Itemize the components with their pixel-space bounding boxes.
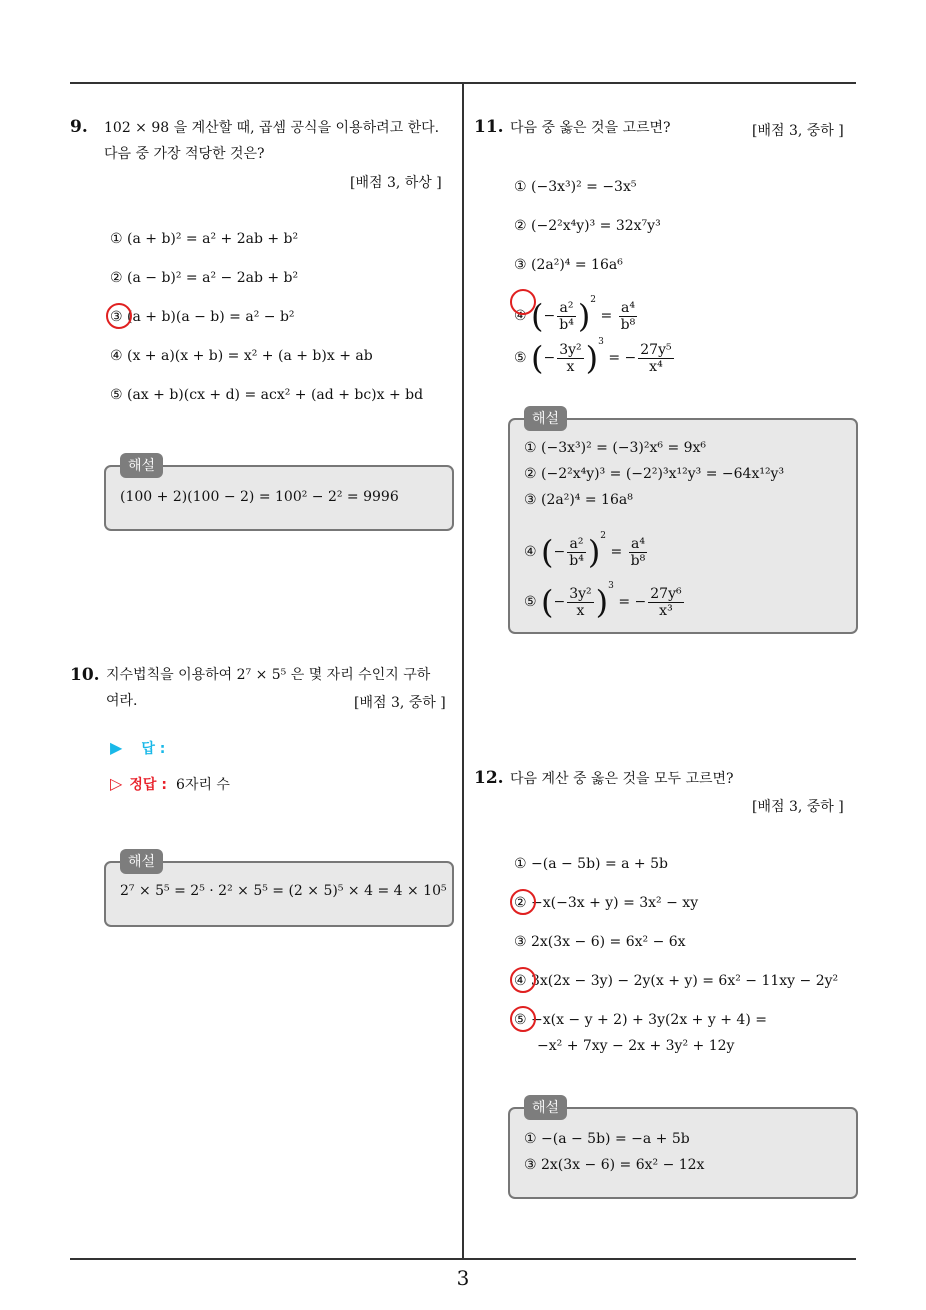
q11-opt5-num: 3y² — [559, 341, 582, 358]
q11-option-4-label: ④ — [514, 308, 527, 324]
play-arrow-icon: ▶ — [110, 738, 123, 757]
q11-sol4-exp: 2 — [600, 531, 607, 541]
q11-solution-box — [508, 418, 858, 634]
q11-opt5-sign: − — [543, 350, 556, 366]
outline-arrow-icon: ▷ — [110, 774, 123, 793]
q12-selected-mark-5 — [510, 1006, 536, 1032]
q11-selected-mark — [510, 289, 536, 315]
column-divider — [462, 82, 464, 1260]
q11-solution-line-2: ② (−2²x⁴y)³ = (−2²)³x¹²y³ = −64x¹²y³ — [524, 466, 785, 482]
q12-option-4[interactable]: ④ 3x(2x − 3y) − 2y(x + y) = 6x² − 11xy − 2y² — [514, 973, 839, 989]
q9-option-5[interactable]: ⑤ (ax + b)(cx + d) = acx² + (ad + bc)x + bd — [110, 387, 424, 403]
q12-score: [배점 3, 중하 ] — [752, 799, 844, 815]
q10-number: 10. — [70, 665, 100, 685]
left-paren: ( — [541, 583, 554, 621]
q11-sol5-num: 3y² — [569, 585, 592, 602]
q9-option-1[interactable]: ① (a + b)² = a² + 2ab + b² — [110, 231, 299, 247]
q9-score: [배점 3, 하상 ] — [350, 175, 442, 191]
q11-solution-line-3: ③ (2a²)⁴ = 16a⁸ — [524, 492, 633, 508]
q12-option-5[interactable]: ⑤ −x(x − y + 2) + 3y(2x + y + 4) = — [514, 1012, 767, 1028]
q9-solution-label: 해설 — [120, 453, 163, 478]
q12-solution-line-2: ③ 2x(3x − 6) = 6x² − 12x — [524, 1157, 705, 1173]
q11-option-5-label: ⑤ — [514, 350, 527, 366]
left-paren: ( — [531, 339, 544, 377]
q11-sol4-rhs-num: a⁴ — [629, 536, 648, 553]
q11-opt5-fraction — [557, 342, 583, 375]
q9-option-4[interactable]: ④ (x + a)(x + b) = x² + (a + b)x + ab — [110, 348, 373, 364]
q10-score: [배점 3, 중하 ] — [354, 695, 446, 711]
q11-opt5-den: x — [566, 358, 575, 375]
q10-correct-label: 정답 : — [129, 777, 167, 793]
q10-text-line1: 지수법칙을 이용하여 2⁷ × 5⁵ 은 몇 자리 수인지 구하 — [106, 667, 431, 683]
q11-opt5-rhs — [638, 342, 673, 375]
q11-sol4-rhs-den: b⁸ — [630, 552, 646, 569]
q12-number: 12. — [474, 768, 504, 788]
q11-opt4-eq: = — [600, 308, 617, 324]
q11-number: 11. — [474, 117, 504, 137]
q11-sol5-rhs-den: x³ — [659, 602, 673, 619]
q11-sol5-label: ⑤ — [524, 594, 537, 610]
q10-solution-text: 2⁷ × 5⁵ = 2⁵ · 2² × 5⁵ = (2 × 5)⁵ × 4 = 4 × 10⁵ — [120, 883, 447, 899]
q11-opt4-den: b⁴ — [559, 316, 574, 333]
q11-sol5-rhs-num: 27y⁶ — [650, 585, 682, 602]
q11-sol5-rhs — [648, 586, 683, 619]
q11-sol4-label: ④ — [524, 544, 537, 560]
q11-opt4-exp: 2 — [590, 295, 597, 305]
q9-solution-text: (100 + 2)(100 − 2) = 100² − 2² = 9996 — [120, 489, 399, 505]
page-number: 3 — [456, 1266, 470, 1290]
q12-solution-box — [508, 1107, 858, 1199]
q11-sol4-num: a² — [567, 536, 586, 553]
q11-opt5-eq: = − — [608, 350, 637, 366]
q12-option-5-continued: −x² + 7xy − 2x + 3y² + 12y — [537, 1038, 735, 1054]
q11-option-2[interactable]: ② (−2²x⁴y)³ = 32x⁷y³ — [514, 218, 661, 234]
q9-text-line2: 다음 중 가장 적당한 것은? — [104, 146, 265, 162]
right-paren: ) — [585, 339, 599, 377]
q11-solution-label: 해설 — [524, 406, 567, 431]
q12-text: 다음 계산 중 옳은 것을 모두 고르면? — [510, 771, 734, 787]
q11-sol5-exp: 3 — [608, 581, 614, 591]
q9-text-line1: 102 × 98 을 계산할 때, 곱셈 공식을 이용하려고 한다. — [104, 120, 440, 136]
q10-solution-label: 해설 — [120, 849, 163, 874]
q11-option-3[interactable]: ③ (2a²)⁴ = 16a⁶ — [514, 257, 623, 273]
left-paren: ( — [541, 533, 554, 571]
right-paren: ) — [577, 297, 591, 335]
q11-opt4-rhs-den: b⁸ — [620, 316, 636, 333]
q12-solution-label: 해설 — [524, 1095, 567, 1120]
q9-option-2[interactable]: ② (a − b)² = a² − 2ab + b² — [110, 270, 299, 286]
q9-selected-mark — [106, 303, 132, 329]
right-paren: ) — [587, 533, 601, 571]
q11-solution-line-1: ① (−3x³)² = (−3)²x⁶ = 9x⁶ — [524, 440, 707, 456]
q11-option-1[interactable]: ① (−3x³)² = −3x⁵ — [514, 179, 637, 195]
right-paren: ) — [595, 583, 609, 621]
q11-sol4-rhs — [629, 536, 648, 569]
q11-opt5-rhs-den: x⁴ — [649, 358, 663, 375]
q11-option-5[interactable] — [514, 322, 676, 378]
q11-solution-line-4: ④ (− $\frac{\text{a²}}{\text{b⁴}}$ )$^2$ = $\frac{\text{a⁴}}{\text{b⁸}}$ — [524, 531, 646, 571]
q9-number: 9. — [70, 117, 88, 137]
q9-option-3[interactable]: ③ (a + b)(a − b) = a² − b² — [110, 309, 295, 325]
q10-correct-value: 6자리 수 — [176, 777, 230, 793]
q12-selected-mark-4 — [510, 967, 536, 993]
q11-solution-line-5: ⑤ (− $\frac{\text{3y²}}{x}$ )$^3$ = − $\frac{\text{27y⁶}}{\text{x³}}$ — [524, 581, 682, 621]
q11-score: [배점 3, 중하 ] — [752, 123, 844, 139]
bottom-rule — [70, 1258, 856, 1260]
q12-option-3[interactable]: ③ 2x(3x − 6) = 6x² − 6x — [514, 934, 686, 950]
q10-text-line2: 여라. — [106, 693, 138, 709]
q11-sol5-den: x — [576, 602, 585, 619]
q10-answer-label: 답 : — [141, 741, 166, 757]
q11-sol4-fraction — [567, 536, 586, 569]
q11-sol4-den: b⁴ — [569, 552, 584, 569]
q11-text: 다음 중 옳은 것을 고르면? — [510, 120, 671, 136]
q10-correct-row — [110, 774, 230, 794]
q12-option-2[interactable]: ② −x(−3x + y) = 3x² − xy — [514, 895, 699, 911]
q11-opt5-rhs-num: 27y⁵ — [640, 341, 672, 358]
q10-answer-row — [110, 738, 165, 758]
q12-solution-line-1: ① −(a − 5b) = −a + 5b — [524, 1131, 690, 1147]
q11-opt4-sign: − — [543, 308, 556, 324]
q11-opt4-num: a² — [557, 300, 576, 317]
q11-opt5-exp: 3 — [598, 337, 604, 347]
q11-sol5-fraction — [567, 586, 593, 619]
q11-opt4-rhs-num: a⁴ — [619, 300, 638, 317]
left-paren: ( — [531, 297, 544, 335]
q12-selected-mark-2 — [510, 889, 536, 915]
q12-option-1[interactable]: ① −(a − 5b) = a + 5b — [514, 856, 668, 872]
